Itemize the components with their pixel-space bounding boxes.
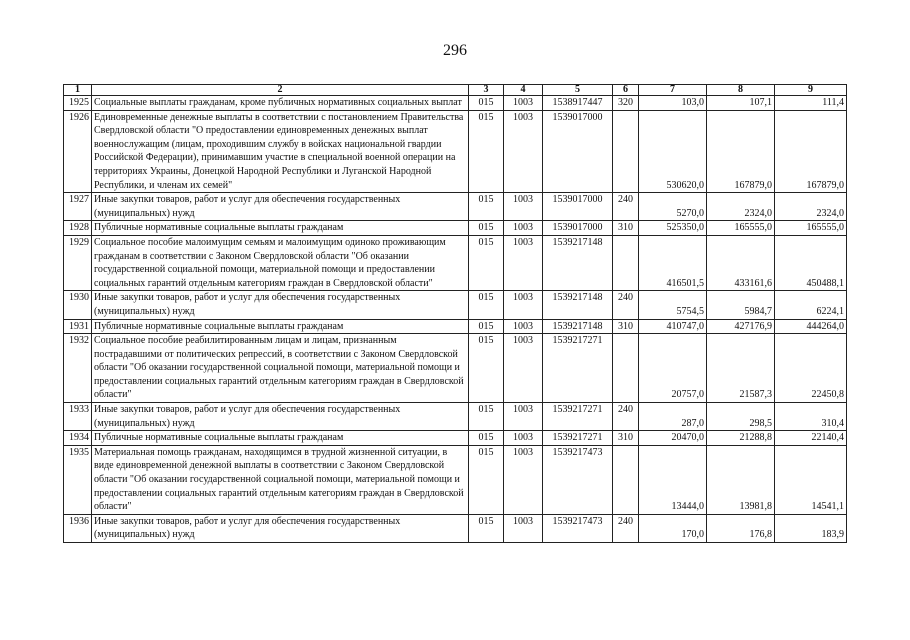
row-admin-code: 015	[469, 319, 504, 334]
row-amount-year-1: 410747,0	[639, 319, 707, 334]
row-admin-code: 015	[469, 291, 504, 319]
row-target-code: 1538917447	[543, 96, 613, 111]
row-target-code: 1539217473	[543, 514, 613, 542]
header-cell-8: 8	[707, 85, 775, 96]
row-expense-type: 320	[613, 96, 639, 111]
row-number: 1930	[64, 291, 92, 319]
row-number: 1931	[64, 319, 92, 334]
header-cell-4: 4	[504, 85, 543, 96]
row-amount-year-2: 433161,6	[707, 235, 775, 290]
row-amount-year-1: 103,0	[639, 96, 707, 111]
table-row	[64, 235, 847, 290]
row-amount-year-3: 22140,4	[775, 431, 847, 446]
row-amount-year-1: 525350,0	[639, 221, 707, 236]
row-admin-code: 015	[469, 445, 504, 514]
row-name: Иные закупки товаров, работ и услуг для обеспечения государственных (муниципальных) нужд	[92, 193, 469, 221]
row-amount-year-3: 14541,1	[775, 445, 847, 514]
row-expense-type	[613, 235, 639, 290]
row-number: 1928	[64, 221, 92, 236]
header-cell-6: 6	[613, 85, 639, 96]
row-name: Иные закупки товаров, работ и услуг для обеспечения государственных (муниципальных) нужд	[92, 514, 469, 542]
row-section-code: 1003	[504, 445, 543, 514]
header-cell-3: 3	[469, 85, 504, 96]
row-amount-year-2: 298,5	[707, 403, 775, 431]
row-admin-code: 015	[469, 431, 504, 446]
row-amount-year-1: 20470,0	[639, 431, 707, 446]
row-amount-year-3: 6224,1	[775, 291, 847, 319]
row-number: 1935	[64, 445, 92, 514]
row-amount-year-3: 2324,0	[775, 193, 847, 221]
row-admin-code: 015	[469, 193, 504, 221]
row-amount-year-1: 416501,5	[639, 235, 707, 290]
header-cell-7: 7	[639, 85, 707, 96]
row-amount-year-1: 13444,0	[639, 445, 707, 514]
row-amount-year-2: 107,1	[707, 96, 775, 111]
row-expense-type: 240	[613, 193, 639, 221]
table-row	[64, 96, 847, 111]
row-name: Материальная помощь гражданам, находящимся в трудной жизненной ситуации, в виде единовременной денежной выплаты в соответствии с Законом Свердловской области "Об оказании государственной социальной помощи, материальной помощи и предоставлении социальных гарантий отдельным категориям граждан в Свердловской области"	[92, 445, 469, 514]
row-amount-year-3: 165555,0	[775, 221, 847, 236]
row-amount-year-2: 2324,0	[707, 193, 775, 221]
row-amount-year-1: 287,0	[639, 403, 707, 431]
row-amount-year-3: 167879,0	[775, 110, 847, 193]
row-name: Социальное пособие реабилитированным лицам и лицам, признанным пострадавшими от политических репрессий, в соответствии с Законом Свердловской области "Об оказании государственной социальной помощи, материальной помощи и предоставлении социальных гарантий отдельным категориям граждан в Свердловской области"	[92, 334, 469, 403]
row-amount-year-2: 165555,0	[707, 221, 775, 236]
row-number: 1926	[64, 110, 92, 193]
row-number: 1932	[64, 334, 92, 403]
row-admin-code: 015	[469, 403, 504, 431]
row-number: 1934	[64, 431, 92, 446]
row-expense-type	[613, 334, 639, 403]
row-expense-type	[613, 445, 639, 514]
row-amount-year-2: 176,8	[707, 514, 775, 542]
row-admin-code: 015	[469, 110, 504, 193]
row-target-code: 1539217473	[543, 445, 613, 514]
table-row	[64, 291, 847, 319]
row-section-code: 1003	[504, 291, 543, 319]
row-name: Публичные нормативные социальные выплаты гражданам	[92, 319, 469, 334]
row-expense-type: 310	[613, 221, 639, 236]
table-row	[64, 445, 847, 514]
row-target-code: 1539017000	[543, 221, 613, 236]
row-admin-code: 015	[469, 514, 504, 542]
row-section-code: 1003	[504, 514, 543, 542]
row-section-code: 1003	[504, 96, 543, 111]
row-target-code: 1539017000	[543, 193, 613, 221]
header-row	[64, 85, 847, 96]
row-target-code: 1539217271	[543, 431, 613, 446]
table-row	[64, 514, 847, 542]
table-row	[64, 319, 847, 334]
row-number: 1933	[64, 403, 92, 431]
row-section-code: 1003	[504, 235, 543, 290]
row-number: 1929	[64, 235, 92, 290]
table-row	[64, 221, 847, 236]
row-amount-year-3: 310,4	[775, 403, 847, 431]
row-name: Иные закупки товаров, работ и услуг для обеспечения государственных (муниципальных) нужд	[92, 291, 469, 319]
row-target-code: 1539017000	[543, 110, 613, 193]
row-name: Публичные нормативные социальные выплаты гражданам	[92, 431, 469, 446]
row-section-code: 1003	[504, 319, 543, 334]
budget-table	[63, 84, 847, 543]
row-section-code: 1003	[504, 193, 543, 221]
table-row	[64, 110, 847, 193]
row-target-code: 1539217271	[543, 403, 613, 431]
table-row	[64, 403, 847, 431]
page-number: 296	[443, 42, 467, 59]
row-expense-type: 310	[613, 319, 639, 334]
row-section-code: 1003	[504, 403, 543, 431]
row-target-code: 1539217148	[543, 319, 613, 334]
row-target-code: 1539217148	[543, 291, 613, 319]
table-row	[64, 193, 847, 221]
header-cell-9: 9	[775, 85, 847, 96]
row-target-code: 1539217148	[543, 235, 613, 290]
row-name: Публичные нормативные социальные выплаты гражданам	[92, 221, 469, 236]
row-amount-year-2: 21587,3	[707, 334, 775, 403]
row-amount-year-3: 183,9	[775, 514, 847, 542]
row-amount-year-1: 5270,0	[639, 193, 707, 221]
header-cell-5: 5	[543, 85, 613, 96]
row-amount-year-2: 167879,0	[707, 110, 775, 193]
row-amount-year-3: 111,4	[775, 96, 847, 111]
row-number: 1927	[64, 193, 92, 221]
row-name: Иные закупки товаров, работ и услуг для обеспечения государственных (муниципальных) нужд	[92, 403, 469, 431]
row-name: Единовременные денежные выплаты в соответствии с постановлением Правительства Свердловской области "О предоставлении единовременных денежных выплат военнослужащим (лицам, проходившим службу в войсках национальной гвардии Российской Федерации), принимавшим участие в специальной военной операции на территориях Украины, Донецкой Народной Республики и Луганской Народной Республики, и членам их семей"	[92, 110, 469, 193]
row-amount-year-3: 22450,8	[775, 334, 847, 403]
row-amount-year-2: 21288,8	[707, 431, 775, 446]
header-cell-1: 1	[64, 85, 92, 96]
row-amount-year-2: 427176,9	[707, 319, 775, 334]
row-amount-year-1: 170,0	[639, 514, 707, 542]
row-number: 1925	[64, 96, 92, 111]
row-amount-year-1: 20757,0	[639, 334, 707, 403]
row-expense-type: 240	[613, 403, 639, 431]
row-admin-code: 015	[469, 96, 504, 111]
row-section-code: 1003	[504, 110, 543, 193]
row-section-code: 1003	[504, 431, 543, 446]
row-section-code: 1003	[504, 334, 543, 403]
row-amount-year-2: 5984,7	[707, 291, 775, 319]
row-expense-type	[613, 110, 639, 193]
row-number: 1936	[64, 514, 92, 542]
row-expense-type: 310	[613, 431, 639, 446]
row-amount-year-1: 530620,0	[639, 110, 707, 193]
row-name: Социальные выплаты гражданам, кроме публичных нормативных социальных выплат	[92, 96, 469, 111]
row-admin-code: 015	[469, 334, 504, 403]
row-amount-year-3: 450488,1	[775, 235, 847, 290]
table-row	[64, 431, 847, 446]
row-amount-year-3: 444264,0	[775, 319, 847, 334]
row-expense-type: 240	[613, 514, 639, 542]
row-admin-code: 015	[469, 235, 504, 290]
row-section-code: 1003	[504, 221, 543, 236]
table-row	[64, 334, 847, 403]
row-expense-type: 240	[613, 291, 639, 319]
row-target-code: 1539217271	[543, 334, 613, 403]
header-cell-2: 2	[92, 85, 469, 96]
row-amount-year-2: 13981,8	[707, 445, 775, 514]
row-name: Социальное пособие малоимущим семьям и малоимущим одиноко проживающим гражданам в соответствии с Законом Свердловской области "Об оказании государственной социальной помощи, материальной помощи и предоставлении социальных гарантий отдельным категориям граждан в Свердловской области"	[92, 235, 469, 290]
row-admin-code: 015	[469, 221, 504, 236]
row-amount-year-1: 5754,5	[639, 291, 707, 319]
